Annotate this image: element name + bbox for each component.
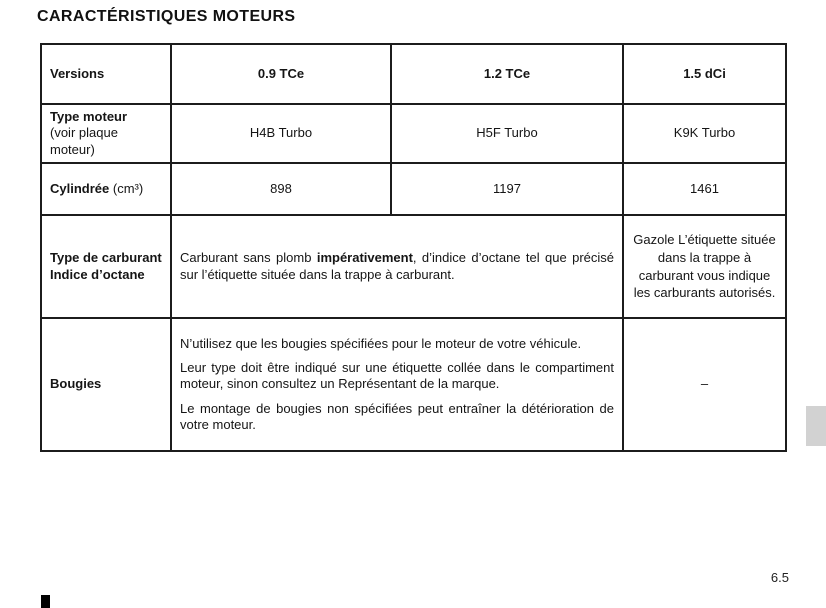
displacement-value-0-9-tce: 898 — [171, 163, 391, 215]
table-row-engine-type — [41, 104, 786, 163]
spark-plugs-dci-value: – — [623, 318, 786, 451]
header-1-5-dci: 1.5 dCi — [623, 44, 786, 104]
engine-type-label-note: (voir plaque moteur) — [50, 125, 118, 157]
fuel-petrol-text — [171, 215, 623, 318]
displacement-label-main: Cylindrée — [50, 180, 113, 196]
fuel-label-line1: Type de carburant — [50, 250, 162, 266]
spark-plugs-paragraph-2: Leur type doit être indiqué sur une étiquette collée dans le compartiment moteur, sinon consultez un Représentant de la marque. — [180, 360, 614, 392]
engine-type-label — [41, 104, 171, 163]
engine-characteristics-table — [40, 43, 787, 452]
fuel-diesel-text-cell — [623, 215, 786, 318]
table-row-fuel — [41, 215, 786, 318]
fuel-label-line2: Indice d’octane — [50, 266, 145, 282]
print-corner-mark — [41, 595, 50, 608]
header-1-2-tce: 1.2 TCe — [391, 44, 623, 104]
fuel-petrol-text-prefix: Carburant sans plomb — [180, 250, 317, 266]
table-row-displacement — [41, 163, 786, 215]
table-row-versions — [41, 44, 786, 104]
engine-type-value-1-2-tce: H5F Turbo — [391, 104, 623, 163]
displacement-value-1-2-tce: 1197 — [391, 163, 623, 215]
spark-plugs-label: Bougies — [41, 318, 171, 451]
engine-type-value-1-5-dci: K9K Turbo — [623, 104, 786, 163]
fuel-petrol-text-bold: impérativement — [316, 250, 413, 266]
fuel-diesel-text: Gazole L’étiquette située dans la trappe à carburant vous indique les carburants autorisés. — [633, 232, 776, 301]
header-versions: Versions — [41, 44, 171, 104]
page-number: 6.5 — [770, 570, 789, 585]
displacement-value-1-5-dci: 1461 — [623, 163, 786, 215]
fuel-label — [41, 215, 171, 318]
header-0-9-tce: 0.9 TCe — [171, 44, 391, 104]
table-row-spark-plugs — [41, 318, 786, 451]
chapter-side-tab — [806, 406, 826, 446]
displacement-label — [41, 163, 171, 215]
spark-plugs-paragraph-3: Le montage de bougies non spécifiées peut entraîner la détérioration de votre moteur. — [180, 400, 614, 432]
spark-plugs-paragraph-1: N’utilisez que les bougies spécifiées pour le moteur de votre véhicule. — [180, 335, 582, 351]
engine-type-label-main: Type moteur — [50, 109, 128, 125]
engine-type-value-0-9-tce: H4B Turbo — [171, 104, 391, 163]
displacement-label-unit: (cm³) — [112, 180, 144, 196]
page-title: CARACTÉRISTIQUES MOTEURS — [37, 8, 296, 25]
spark-plugs-text-cell — [171, 318, 623, 451]
fuel-petrol-text-suffix: , d’indice d’octane tel que précisé sur l’étiquette située dans la trappe à carburant. — [180, 250, 615, 282]
